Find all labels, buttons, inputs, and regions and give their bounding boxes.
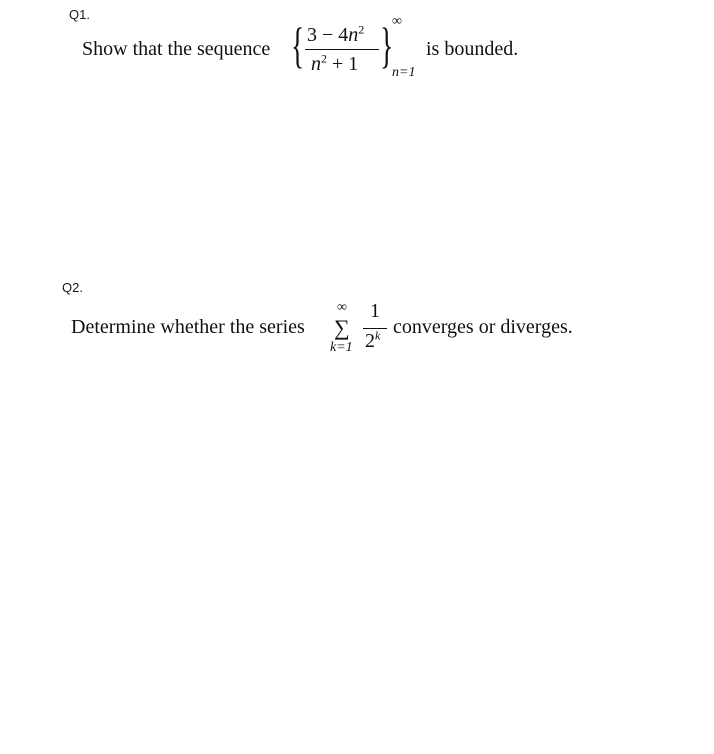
q2-prefix-text: Determine whether the series xyxy=(71,316,305,338)
q1-denominator-exponent: 2 xyxy=(321,51,327,66)
q2-denominator-exponent: k xyxy=(375,328,381,343)
right-brace: } xyxy=(380,17,394,73)
q1-denominator xyxy=(311,53,358,76)
q1-numerator-constant: 3 − 4 xyxy=(307,24,349,46)
q1-prefix-text: Show that the sequence xyxy=(82,38,271,60)
q1-suffix-text: is bounded. xyxy=(426,38,519,60)
q2-numerator: 1 xyxy=(370,300,380,322)
q1-denominator-variable: n xyxy=(311,53,321,75)
q2-upper-limit: ∞ xyxy=(337,300,347,315)
q1-numerator-variable: n xyxy=(348,24,359,46)
question-1-label: Q1. xyxy=(69,7,90,22)
question-1-statement xyxy=(0,0,714,100)
q2-denominator xyxy=(365,330,380,353)
question-2-label: Q2. xyxy=(62,280,83,295)
q2-denominator-base: 2 xyxy=(365,330,375,352)
q1-lower-limit: n=1 xyxy=(392,65,416,80)
q1-numerator xyxy=(307,24,364,47)
summation-symbol: ∑ xyxy=(334,315,350,340)
q1-denominator-constant: + 1 xyxy=(327,53,359,75)
question-2-statement xyxy=(0,290,714,370)
q1-numerator-exponent: 2 xyxy=(358,22,365,37)
q2-lower-limit: k=1 xyxy=(330,340,353,355)
q1-fraction-bar xyxy=(305,49,379,50)
q2-suffix-text: converges or diverges. xyxy=(393,316,573,338)
q1-upper-limit: ∞ xyxy=(392,14,402,29)
left-brace: { xyxy=(291,17,305,73)
